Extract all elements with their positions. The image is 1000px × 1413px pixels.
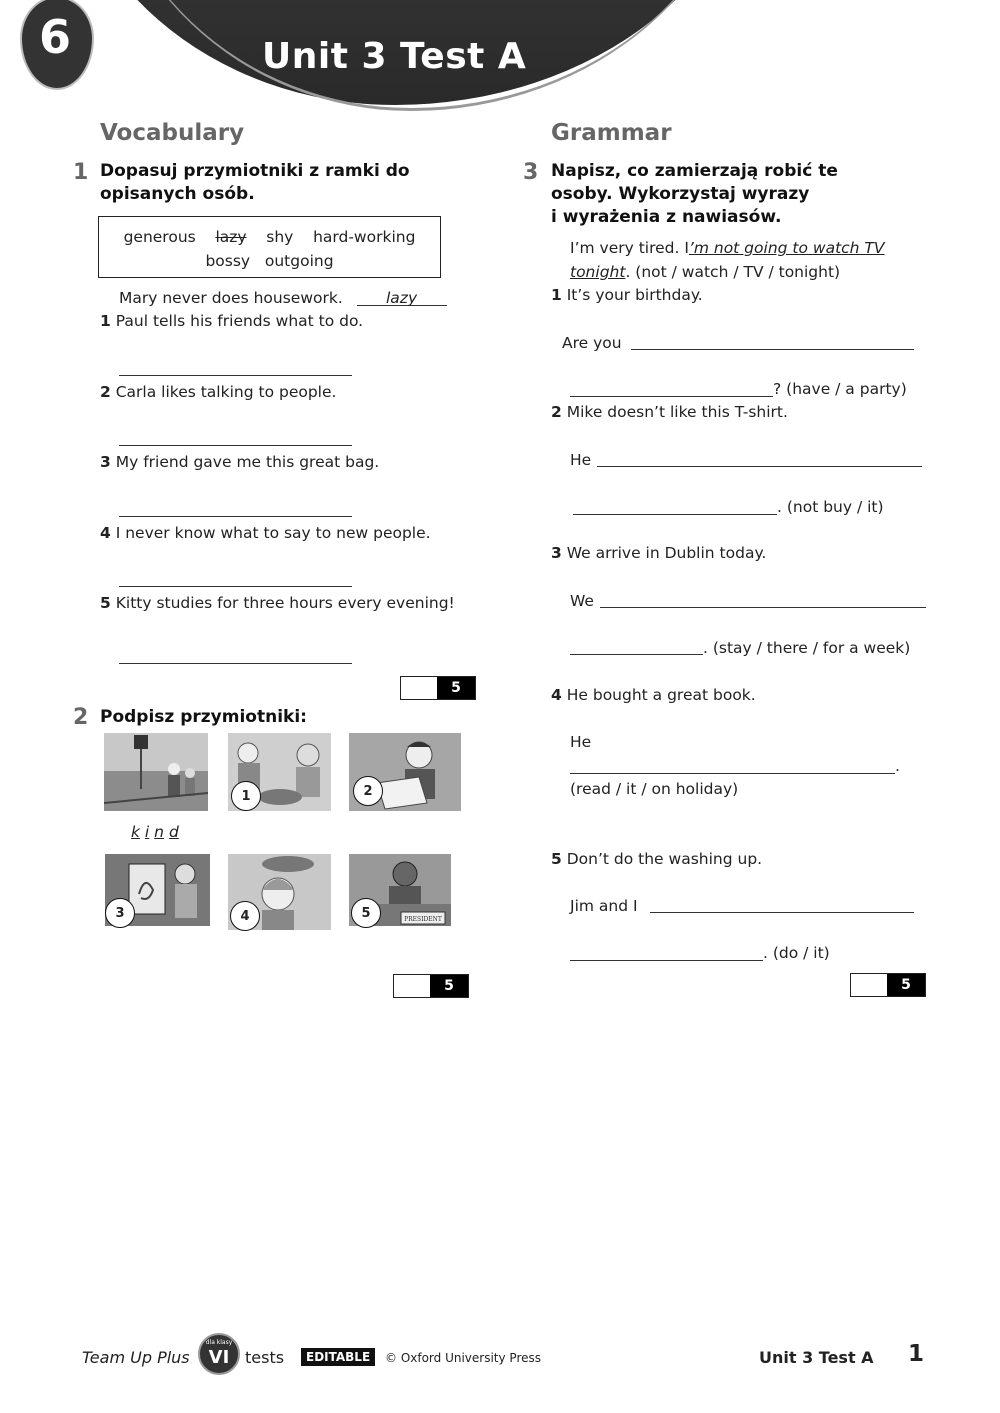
ex3-item-4-hint: (read / it / on holiday)	[570, 780, 739, 798]
word-generous: generous	[123, 228, 196, 246]
ex3-item-2-prompt: 2 Mike doesn’t like this T-shirt.	[551, 403, 788, 421]
unit-badge-number: 6	[38, 10, 71, 64]
word-box	[98, 216, 441, 278]
ex1-item-3: 3 My friend gave me this great bag.	[100, 453, 380, 471]
ex1-answer-line-3[interactable]	[119, 516, 352, 517]
ex3-example-line2: tonight. (not / watch / TV / tonight)	[570, 263, 841, 281]
ex1-item-4: 4 I never know what to say to new people.	[100, 524, 431, 542]
ex3-score-max: 5	[887, 974, 925, 996]
picture-label-4: 4	[230, 901, 260, 931]
ex1-item-2: 2 Carla likes talking to people.	[100, 383, 337, 401]
ex3-item-3-prompt: 3 We arrive in Dublin today.	[551, 544, 767, 562]
exercise-2-number: 2	[73, 705, 89, 730]
ex3-item-1-prompt: 1 It’s your birthday.	[551, 286, 703, 304]
footer-editable-badge: EDITABLE	[301, 1348, 375, 1366]
picture-example-kind	[104, 733, 208, 811]
ex1-answer-line-5[interactable]	[119, 663, 352, 664]
ex3-item-5-end: . (do / it)	[763, 944, 830, 962]
president-sign: PRESIDENT	[404, 916, 442, 923]
ex3-answer-line-3b[interactable]	[570, 654, 703, 655]
footer-logo-top: dla klasy	[205, 1339, 233, 1346]
ex3-answer-line-5b[interactable]	[570, 960, 763, 961]
ex3-answer-line-2a[interactable]	[597, 466, 922, 467]
ex1-answer-line-1[interactable]	[119, 375, 352, 376]
picture-label-2: 2	[353, 776, 383, 806]
ex3-item-1-end: ? (have / a party)	[773, 380, 907, 398]
ex3-item-3-start: We	[570, 592, 594, 610]
ex1-score-box[interactable]	[400, 676, 476, 700]
ex1-example: Mary never does housework.	[119, 289, 343, 307]
picture-label-5: 5	[351, 898, 381, 928]
picture-label-3: 3	[105, 898, 135, 928]
ex3-item-1-start: Are you	[562, 334, 622, 352]
picture-example-illustration	[104, 733, 208, 811]
ex3-item-4-start: He	[570, 733, 592, 751]
word-lazy: lazy	[215, 228, 247, 246]
ex1-item-5: 5 Kitty studies for three hours every evening!	[100, 594, 455, 612]
exercise-3-instruction: Napisz, co zamierzają robić te osoby. Wykorzystaj wyrazy i wyrażenia z nawiasów.	[551, 161, 838, 227]
picture-label-1: 1	[231, 781, 261, 811]
ex3-item-5-prompt: 5 Don’t do the washing up.	[551, 850, 763, 868]
ex1-example-answer: lazy	[386, 289, 418, 307]
ex1-answer-line-2[interactable]	[119, 445, 352, 446]
vocabulary-heading: Vocabulary	[100, 120, 245, 146]
exercise-3-number: 3	[523, 160, 539, 185]
footer-logo	[198, 1333, 240, 1375]
ex2-score-box[interactable]	[393, 974, 469, 998]
word-hard-working: hard-working	[313, 228, 416, 246]
ex1-score-max: 5	[437, 677, 475, 699]
example-word-kind: k i n d	[131, 823, 179, 841]
footer-brand: Team Up Plus	[82, 1348, 190, 1367]
footer-page-number: 1	[908, 1341, 925, 1367]
word-shy: shy	[266, 228, 294, 246]
ex3-item-3-end: . (stay / there / for a week)	[703, 639, 911, 657]
exercise-1-instruction: Dopasuj przymiotniki z ramki do opisanych osób.	[100, 161, 410, 204]
ex3-item-4-end: .	[895, 757, 900, 775]
ex3-example-line1: I’m very tired. I’m not going to watch TV	[570, 239, 885, 257]
ex1-item-1: 1 Paul tells his friends what to do.	[100, 312, 364, 330]
ex2-score-max: 5	[430, 975, 468, 997]
footer-unit: Unit 3 Test A	[759, 1348, 874, 1367]
exercise-1-number: 1	[73, 160, 89, 185]
page-title: Unit 3 Test A	[262, 36, 527, 77]
ex3-item-2-start: He	[570, 451, 592, 469]
footer-copyright: © Oxford University Press	[385, 1351, 542, 1365]
ex3-item-5-start: Jim and I	[570, 897, 638, 915]
exercise-2-instruction: Podpisz przymiotniki:	[100, 707, 307, 727]
word-outgoing: outgoing	[264, 252, 334, 270]
word-bossy: bossy	[205, 252, 251, 270]
ex3-item-4-prompt: 4 He bought a great book.	[551, 686, 756, 704]
ex3-score-box[interactable]	[850, 973, 926, 997]
ex3-answer-line-1a[interactable]	[631, 349, 914, 350]
ex3-item-2-end: . (not buy / it)	[777, 498, 884, 516]
ex3-answer-line-4[interactable]	[570, 773, 895, 774]
footer-logo-main: VI	[208, 1347, 230, 1368]
ex3-answer-line-3a[interactable]	[600, 607, 926, 608]
ex3-answer-line-5a[interactable]	[650, 912, 914, 913]
footer-tests: tests	[245, 1348, 285, 1367]
grammar-heading: Grammar	[551, 120, 672, 146]
ex3-answer-line-2b[interactable]	[573, 514, 777, 515]
ex1-answer-line-4[interactable]	[119, 586, 352, 587]
ex3-answer-line-1b[interactable]	[570, 396, 773, 397]
